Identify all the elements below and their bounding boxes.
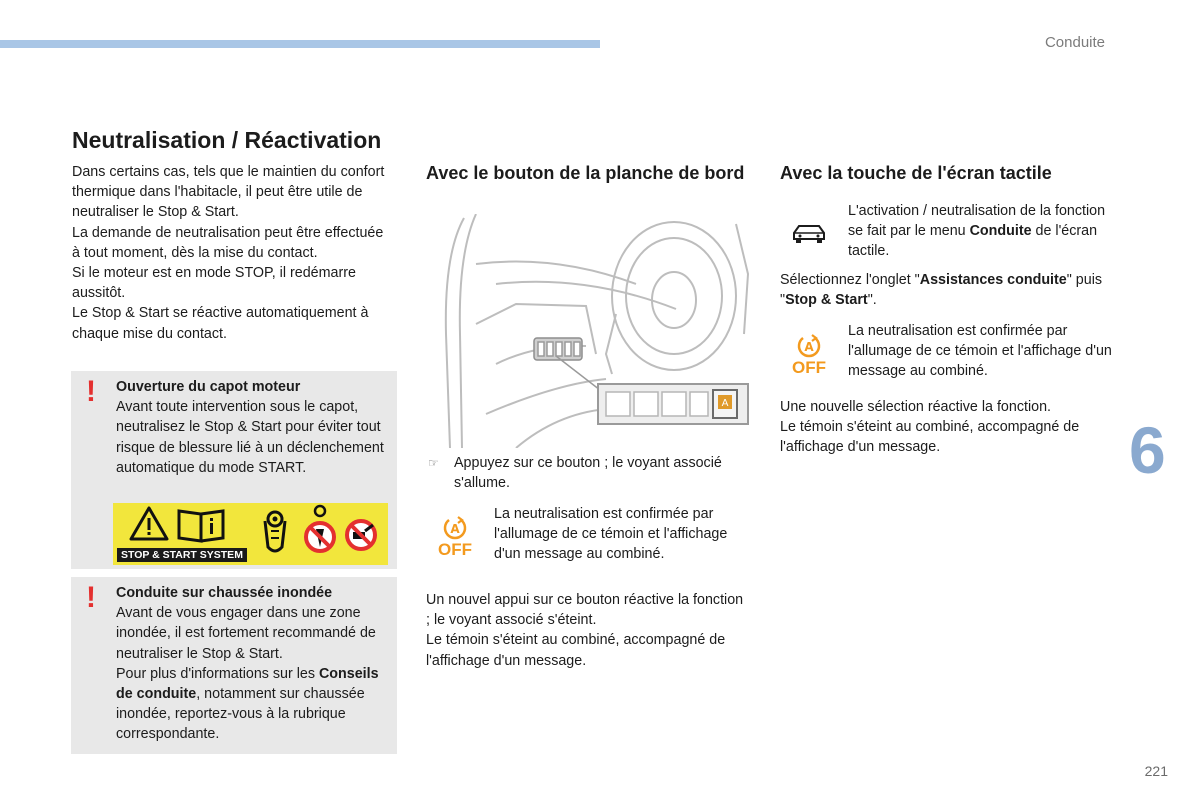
svg-text:A: A	[804, 340, 814, 354]
intro-paragraph: Si le moteur est en mode STOP, il redémarre aussitôt.	[72, 265, 356, 302]
heading-dashboard-button: Avec le bouton de la planche de bord	[426, 163, 745, 183]
extinguish-paragraph: Le témoin s'éteint au combiné, accompagné de l'affichage d'un message.	[426, 632, 726, 669]
off-label: OFF	[438, 540, 472, 559]
exclamation-icon: !	[86, 375, 96, 408]
warning-text-more: Pour plus d'informations sur les Conseils de conduite, notamment sur chaussée inondée, reportez-vous à la rubrique correspondante.	[116, 665, 379, 743]
chapter-number: 6	[1129, 413, 1166, 487]
svg-text:A: A	[721, 398, 729, 409]
reselect-paragraph: Une nouvelle sélection réactive la fonction.	[780, 399, 1052, 415]
stop-start-off-indicator-icon	[788, 332, 830, 380]
warning-box-flood	[71, 577, 397, 754]
page-title: Neutralisation / Réactivation	[72, 127, 382, 153]
bullet-text: Appuyez sur ce bouton ; le voyant associé s'allume.	[454, 455, 722, 492]
reactivate-text	[426, 590, 751, 671]
confirm-text: La neutralisation est confirmée par l'allumage de ce témoin et l'affichage d'un message au combiné.	[494, 506, 728, 563]
dashboard-illustration	[436, 214, 754, 448]
stop-start-sticker	[113, 503, 388, 565]
page-number: 221	[1144, 763, 1168, 779]
header-bar	[0, 40, 600, 48]
warning-heading: Conduite sur chaussée inondée	[116, 585, 333, 601]
off-label: OFF	[792, 358, 826, 377]
intro-text	[72, 162, 394, 344]
car-icon	[790, 221, 828, 247]
warning-heading: Ouverture du capot moteur	[116, 379, 301, 395]
reselect-text	[780, 397, 1115, 458]
pointing-hand-icon: ☞	[428, 456, 439, 470]
sticker-caption: STOP & START SYSTEM	[117, 548, 247, 562]
warning-text: Avant de vous engager dans une zone inondée, il est fortement recommandé de neutraliser le Stop & Start.	[116, 605, 376, 662]
menu-text: L'activation / neutralisation de la fonction se fait par le menu Conduite de l'écran tactile.	[848, 203, 1106, 260]
instruction-bullet	[426, 453, 751, 493]
svg-text:A: A	[450, 522, 460, 536]
heading-touchscreen: Avec la touche de l'écran tactile	[780, 163, 1052, 183]
extinguish-paragraph: Le témoin s'éteint au combiné, accompagné de l'affichage d'un message.	[780, 419, 1080, 456]
confirm-text: La neutralisation est confirmée par l'allumage de ce témoin et l'affichage d'un message au combiné.	[848, 323, 1112, 380]
intro-paragraph: Le Stop & Start se réactive automatiquement à chaque mise du contact.	[72, 305, 369, 342]
exclamation-icon: !	[86, 581, 96, 614]
reactivate-paragraph: Un nouvel appui sur ce bouton réactive la fonction ; le voyant associé s'éteint.	[426, 592, 744, 629]
intro-paragraph: La demande de neutralisation peut être effectuée à tout moment, dès la mise du contact.	[72, 224, 384, 261]
stop-start-off-indicator-icon	[434, 514, 476, 562]
warning-text: Avant toute intervention sous le capot, neutralisez le Stop & Start pour éviter tout risque de blessure lié à un déclenchement automatique du mode START.	[116, 399, 384, 476]
section-label: Conduite	[1044, 34, 1105, 51]
intro-paragraph: Dans certains cas, tels que le maintien du confort thermique dans l'habitacle, il peut être utile de neutraliser le Stop & Start.	[72, 164, 385, 221]
select-tab-text: Sélectionnez l'onglet "Assistances conduite" puis "Stop & Start".	[780, 272, 1103, 309]
